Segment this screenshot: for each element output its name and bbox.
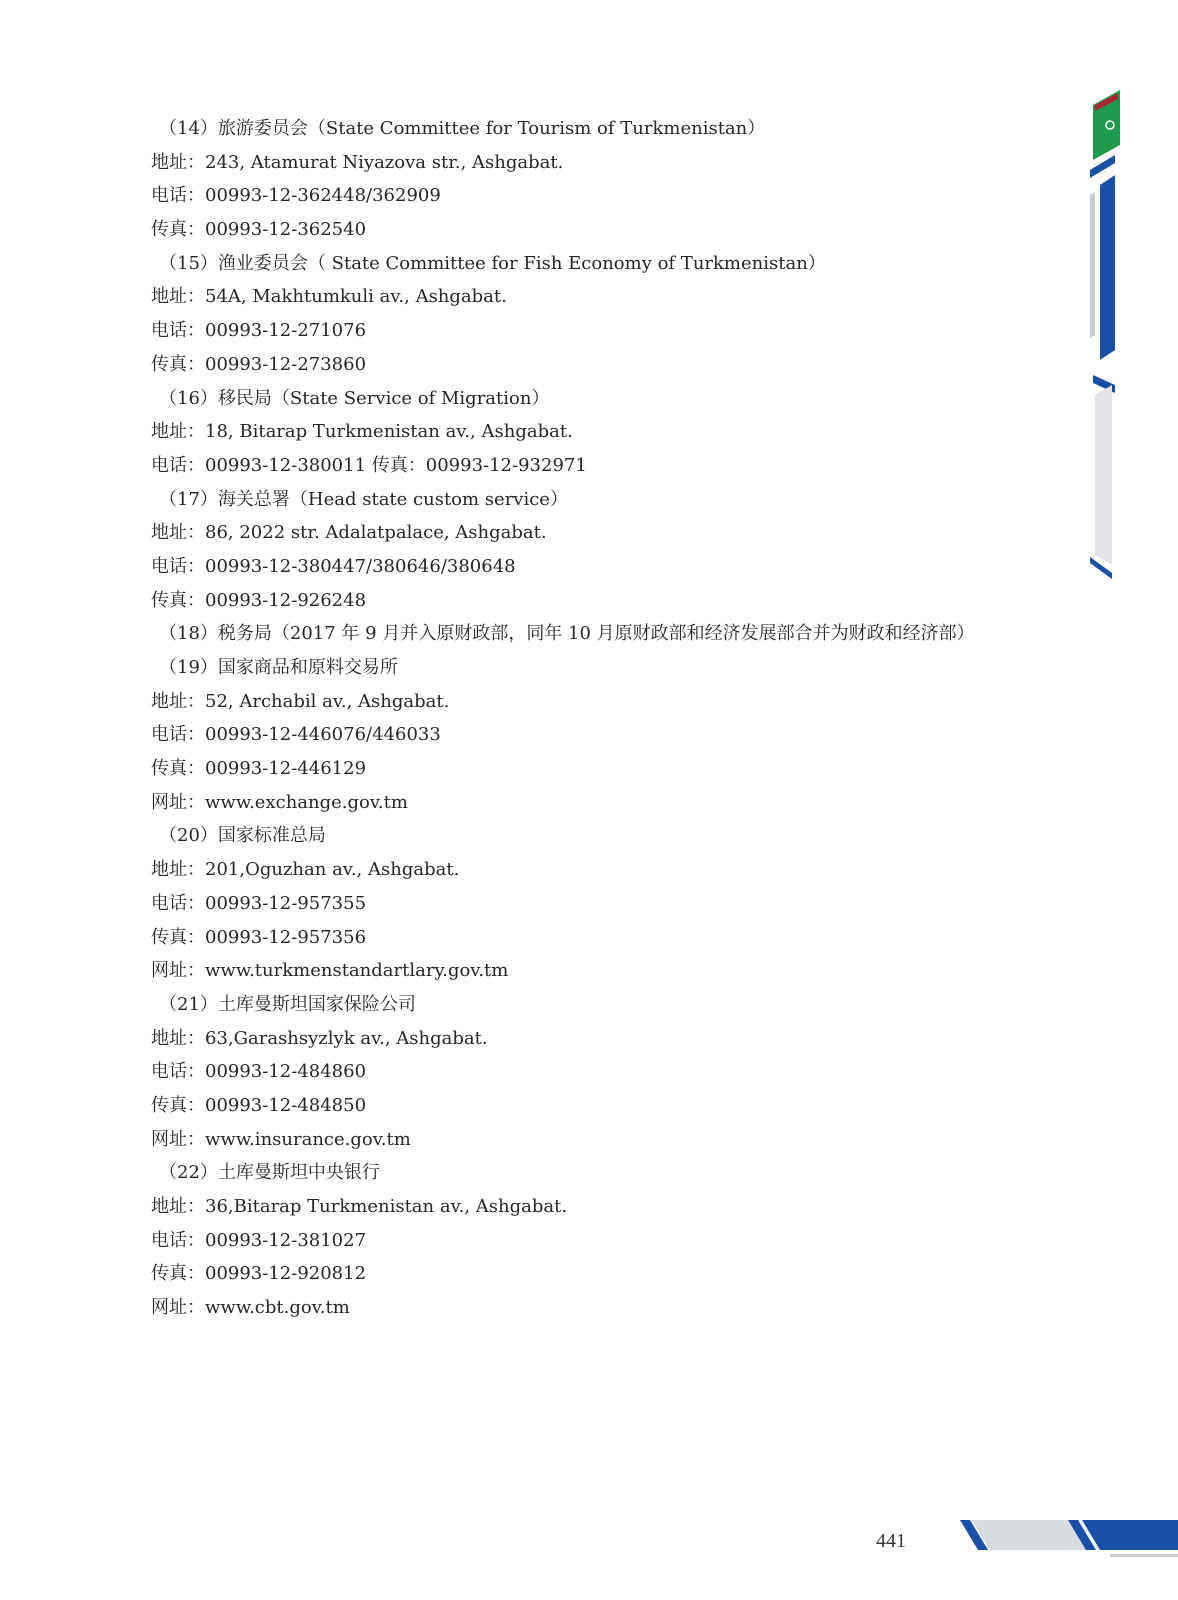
contact-line: 电话：00993-12-380447/380646/380648 [151,555,516,577]
section-heading: （20）国家标准总局 [159,825,326,847]
contact-line: 地址：18, Bitarap Turkmenistan av., Ashgabat. [151,421,573,443]
contact-line: 电话：00993-12-484860 [151,1061,367,1083]
section-heading: （22）土库曼斯坦中央银行 [159,1162,380,1184]
contact-line: 电话：00993-12-957355 [151,892,367,914]
contact-line: 电话：00993-12-381027 [151,1229,367,1251]
contact-line: 地址：86, 2022 str. Adalatpalace, Ashgabat. [151,522,547,544]
contact-line: 地址：54A, Makhtumkuli av., Ashgabat. [151,286,507,308]
contact-line: 传真：00993-12-362540 [151,219,367,241]
contact-line: 地址：201,Oguzhan av., Ashgabat. [151,859,460,881]
contact-line: 地址：63,Garashsyzlyk av., Ashgabat. [151,1027,488,1049]
contact-line: 地址：52, Archabil av., Ashgabat. [151,690,450,712]
contact-line: 传真：00993-12-957356 [151,926,367,948]
contact-line: 电话：00993-12-380011 传真：00993-12-932971 [151,454,587,476]
contact-line: 地址：243, Atamurat Niyazova str., Ashgabat. [151,151,564,173]
side-decoration-icon [1090,85,1130,585]
section-heading: （19）国家商品和原料交易所 [159,657,398,678]
page-number: 441 [876,1530,906,1552]
contact-line: 地址：36,Bitarap Turkmenistan av., Ashgabat. [151,1196,568,1217]
contact-line: 传真：00993-12-273860 [151,353,367,375]
contact-line: 传真：00993-12-446129 [151,758,367,780]
contact-line: 传真：00993-12-920812 [151,1263,367,1285]
contact-line: 网址：www.exchange.gov.tm [151,791,408,813]
bottom-decoration-icon [960,1520,1178,1570]
contact-line: 电话：00993-12-362448/362909 [151,185,441,207]
contact-list [151,112,1051,1325]
contact-line: 网址：www.turkmenstandartlary.gov.tm [151,960,509,982]
section-heading: （14）旅游委员会（State Committee for Tourism of Turkmenistan） [159,118,766,139]
section-heading: （16）移民局（State Service of Migration） [159,387,550,409]
contact-line: 网址：www.cbt.gov.tm [151,1297,350,1319]
section-heading: （15）渔业委员会（ State Committee for Fish Economy of Turkmenistan） [159,252,826,274]
contact-line: 电话：00993-12-271076 [151,320,367,342]
contact-line: 传真：00993-12-926248 [151,589,367,611]
contact-line: 电话：00993-12-446076/446033 [151,724,441,746]
section-heading: （17）海关总署（Head state custom service） [159,488,568,510]
section-heading: （21）土库曼斯坦国家保险公司 [159,993,416,1015]
contact-line: 传真：00993-12-484850 [151,1094,367,1116]
section-heading: （18）税务局（2017 年 9 月并入原财政部，同年 10 月原财政部和经济发展部合并为财政和经济部） [159,623,975,645]
contact-line: 网址：www.insurance.gov.tm [151,1128,411,1150]
